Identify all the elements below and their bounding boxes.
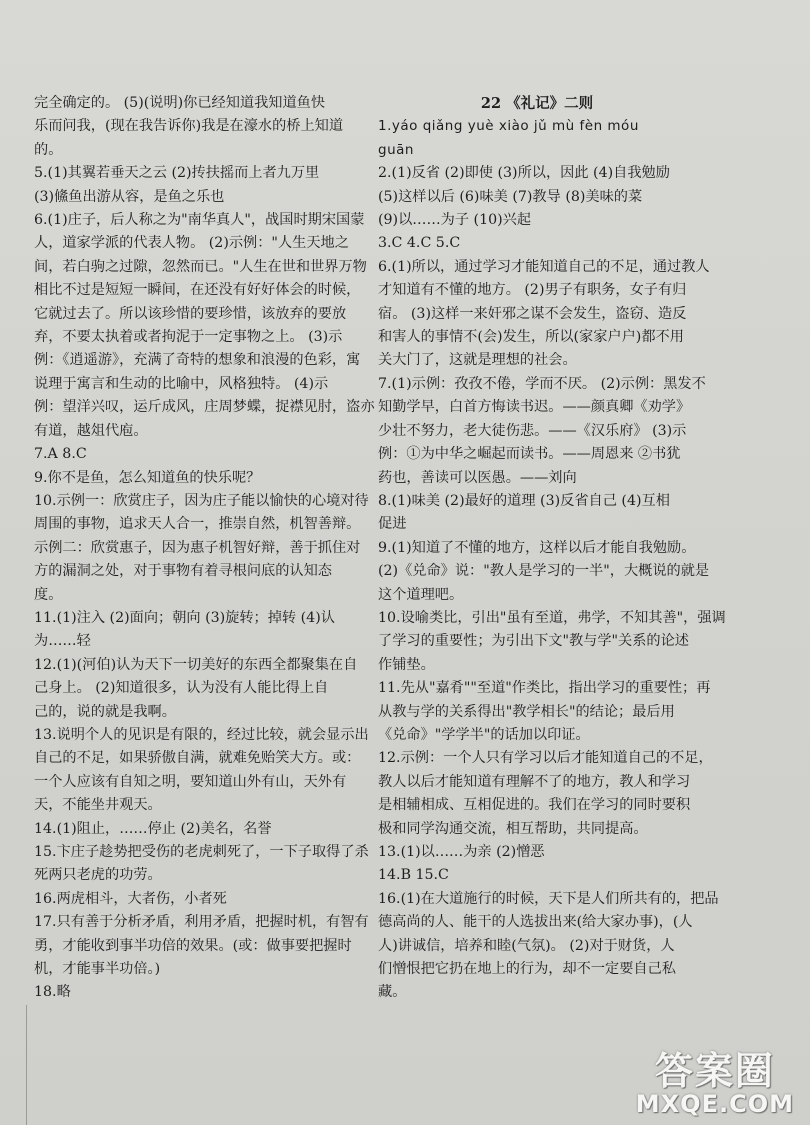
left-column	[34, 92, 375, 1005]
text-line: 完全确定的。 (5)(说明)你已经知道我知道鱼快	[34, 95, 326, 111]
text-line: 这个道理吧。	[378, 586, 464, 603]
text-line: 的。	[34, 141, 63, 158]
text-line: 极和同学沟通交流，相互帮助，共同提高。	[378, 820, 648, 837]
text-line: 己的，说的就是我啊。	[34, 703, 176, 720]
text-line: 间，若白驹之过隙，忽然而已。"人生在世和世界万物	[34, 258, 367, 275]
text-line: 和害人的事情不(会)发生，所以(家家户户)都不用	[378, 329, 684, 346]
text-line: (5)这样以后 (6)味美 (7)教导 (8)美味的菜	[378, 188, 643, 205]
text-line: 它就过去了。所以该珍惜的要珍惜，该放弃的要放	[34, 305, 347, 322]
text-line: 才知道有不懂的地方。 (2)男子有职务，女子有归	[378, 282, 687, 299]
text-line: 有道，越俎代庖。	[34, 422, 148, 439]
text-line: 说理于寓言和生动的比喻中，风格独特。 (4)示	[34, 375, 329, 392]
text-line: 3.C 4.C 5.C	[378, 235, 461, 252]
text-line: 藏。	[378, 984, 407, 1001]
text-line: 作铺垫。	[378, 656, 435, 673]
text-line: 勇，才能收到事半功倍的效果。(或：做事要把握时	[34, 937, 352, 954]
text-line: 一个人应该有自知之明，要知道山外有山，天外有	[34, 773, 347, 790]
text-line: 机，才能事半功倍。)	[34, 961, 161, 978]
text-line: 人，道家学派的代表人物。 (2)示例："人生天地之	[34, 235, 349, 252]
margin-rule	[26, 1005, 27, 1125]
text-line: 了学习的重要性；为引出下文"教与学"关系的论述	[378, 633, 689, 650]
text-line: 7.(1)示例：孜孜不倦，学而不厌。 (2)示例：黑发不	[378, 375, 706, 392]
right-column-lines	[378, 115, 726, 1004]
text-line: 乐而问我，(现在我告诉你)我是在濠水的桥上知道	[34, 118, 344, 135]
text-line: 16.两虎相斗，大者伤，小者死	[34, 890, 227, 907]
text-line: 9.你不是鱼，怎么知道鱼的快乐呢？	[34, 469, 261, 486]
text-line: 己身上。 (2)知道很多，认为没有人能比得上自	[34, 680, 329, 697]
text-line: 17.只有善于分析矛盾，利用矛盾，把握时机，有智有	[34, 914, 369, 931]
text-line: 药也，善读可以医愚。——刘向	[378, 469, 577, 486]
text-line: 为……轻	[34, 633, 91, 650]
watermark-logo	[636, 1051, 794, 1117]
text-line: 10.示例一：欣赏庄子，因为庄子能以愉快的心境对待	[34, 492, 369, 509]
text-line: (9)以……为子 (10)兴起	[378, 212, 532, 229]
text-line: 13.说明个人的见识是有限的，经过比较，就会显示出	[34, 726, 369, 743]
text-line: 11.(1)注入 (2)面向；朝向 (3)旋转；掉转 (4)认	[34, 609, 335, 626]
text-line: 18.略	[34, 984, 71, 1001]
text-line: 14.B 15.C	[378, 867, 449, 884]
text-line: 9.(1)知道了不懂的地方，这样以后才能自我勉励。	[378, 539, 696, 556]
text-line: 方的漏洞之处，对于事物有着寻根问底的认知态	[34, 563, 332, 580]
text-line: 6.(1)庄子，后人称之为"南华真人"，战国时期宋国蒙	[34, 212, 365, 229]
text-line: 教人以后才能知道有理解不了的地方，教人和学习	[378, 773, 691, 790]
text-line: 12.示例：一个人只有学习以后才能知道自己的不足，	[378, 750, 713, 767]
text-line: 8.(1)味美 (2)最好的道理 (3)反省自己 (4)互相	[378, 492, 670, 509]
watermark-url: MXQE.COM	[635, 1090, 794, 1118]
text-line: 16.(1)在大道施行的时候，天下是人们所共有的，把品	[378, 890, 719, 907]
text-line: 14.(1)阻止，……停止 (2)美名，名誉	[34, 820, 272, 837]
text-line: 少壮不努力，老大徒伤悲。——《汉乐府》 (3)示	[378, 422, 687, 439]
text-line: 5.(1)其翼若垂天之云 (2)抟扶摇而上者九万里	[34, 165, 320, 182]
text-line: 13.(1)以……为亲 (2)憎恶	[378, 844, 545, 860]
text-line: 例：①为中华之崛起而读书。——周恩来 ②书犹	[378, 446, 681, 463]
text-line: 2.(1)反省 (2)即使 (3)所以，因此 (4)自我勉励	[378, 165, 670, 182]
watermark-main: 答案圈	[654, 1049, 775, 1093]
text-line: 12.(1)(河伯)认为天下一切美好的东西全都聚集在自	[34, 656, 358, 673]
text-line: 死两只老虎的功劳。	[34, 867, 162, 884]
text-line: guān	[378, 141, 414, 158]
text-line: 们憎恨把它扔在地上的行为，却不一定要自己私	[378, 961, 676, 978]
text-line: 促进	[378, 516, 407, 533]
text-line: 天，不能坐井观天。	[34, 797, 162, 814]
text-line: 6.(1)所以，通过学习才能知道自己的不足，通过教人	[378, 258, 710, 275]
text-line: 宿。 (3)这样一来奸邪之谋不会发生，盗窃、造反	[378, 305, 687, 322]
text-line: (2)《兑命》说："教人是学习的一半"，大概说的就是	[378, 563, 710, 580]
section-heading: 22 《礼记》二则	[480, 95, 594, 112]
text-line: 15.卞庄子趁势把受伤的老虎刺死了，一下子取得了杀	[34, 844, 369, 860]
text-line: 相比不过是短短一瞬间，在还没有好好体会的时候，	[34, 282, 361, 299]
text-line: 例：《逍遥游》，充满了奇特的想象和浪漫的色彩，寓	[34, 352, 361, 369]
text-line: 例：望洋兴叹，运斤成风，庄周梦蝶，捉襟见肘，盗亦	[34, 399, 375, 416]
text-line: 是相辅相成、互相促进的。我们在学习的同时要积	[378, 797, 691, 814]
right-column	[378, 92, 726, 1005]
text-line: 德高尚的人、能干的人选拔出来(给大家办事)，(人	[378, 914, 693, 931]
text-line: 1.yáo qiǎng yuè xiào jǔ mù fèn móu	[378, 118, 639, 135]
text-line: 示例二：欣赏惠子，因为惠子机智好辩，善于抓住对	[34, 539, 361, 556]
text-line: 11.先从"嘉肴""至道"作类比，指出学习的重要性；再	[378, 680, 711, 697]
text-line: 关大门了，这就是理想的社会。	[378, 352, 577, 369]
text-line: 弃，不要太执着或者拘泥于一定事物之上。 (3)示	[34, 329, 343, 346]
text-line: 人)讲诚信，培养和睦(气氛)。 (2)对于财货，人	[378, 937, 675, 954]
text-line: 自己的不足，如果骄傲自满，就难免贻笑大方。或：	[34, 750, 361, 767]
text-line: 知勤学早，白首方悔读书迟。——颜真卿《劝学》	[378, 399, 691, 416]
text-line: 度。	[34, 586, 63, 603]
text-line: (3)鯈鱼出游从容，是鱼之乐也	[34, 188, 225, 205]
text-line: 7.A 8.C	[34, 446, 87, 463]
text-line: 从教与学的关系得出"教学相长"的结论；最后用	[378, 703, 675, 720]
text-line: 《兑命》"学学半"的话加以印证。	[378, 726, 590, 743]
text-line: 10.设喻类比，引出"虽有至道，弗学，不知其善"，强调	[378, 609, 726, 626]
text-line: 周围的事物，追求天人合一，推崇自然，机智善辩。	[34, 516, 361, 533]
